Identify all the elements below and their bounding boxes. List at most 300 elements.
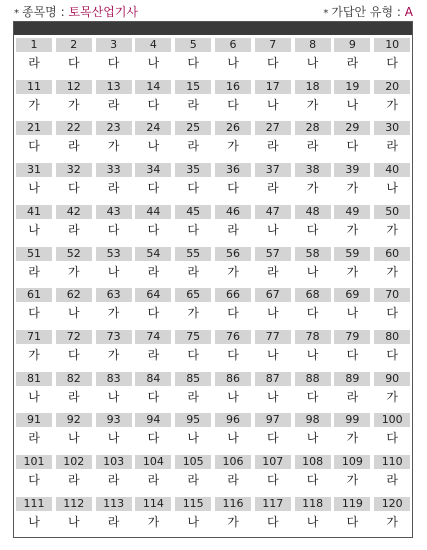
question-number: 15 (175, 80, 211, 94)
answer-choice: 라 (306, 139, 319, 154)
answer-cell (293, 372, 332, 412)
answer-choice: 다 (147, 97, 160, 112)
question-number: 116 (215, 497, 251, 511)
answer-choice: 가 (306, 97, 319, 112)
question-number: 78 (295, 330, 331, 344)
answer-choice: 나 (267, 347, 279, 362)
answer-sheet-header (0, 0, 427, 20)
answer-choice: 나 (227, 389, 239, 404)
question-number: 85 (175, 372, 211, 386)
answer-choice: 나 (107, 431, 120, 446)
question-number: 13 (96, 80, 132, 94)
question-number: 104 (135, 455, 171, 469)
answer-choice: 라 (187, 97, 199, 112)
answer-choice: 다 (68, 181, 80, 196)
answer-choice: 다 (147, 431, 160, 446)
answer-row (14, 80, 412, 120)
question-number: 81 (16, 372, 52, 386)
answer-cell (94, 163, 133, 203)
question-number: 32 (56, 163, 92, 177)
answer-choice: 다 (147, 306, 160, 321)
answer-cell (14, 330, 53, 370)
answer-cell (54, 163, 93, 203)
question-number: 31 (16, 163, 52, 177)
question-number: 80 (374, 330, 410, 344)
answer-cell (332, 163, 371, 203)
answer-cell (133, 38, 172, 78)
question-number: 120 (374, 497, 410, 511)
question-number: 23 (96, 121, 132, 135)
answer-choice: 나 (28, 389, 40, 404)
question-number: 63 (96, 288, 132, 302)
answer-choice: 가 (227, 139, 239, 154)
question-number: 5 (175, 38, 211, 52)
answer-choice: 가 (346, 431, 359, 446)
answer-choice: 다 (187, 56, 199, 70)
question-number: 68 (295, 288, 331, 302)
answer-cell (14, 205, 53, 245)
question-number: 106 (215, 455, 251, 469)
answer-table-panel (13, 21, 413, 538)
answer-choice: 가 (187, 306, 199, 321)
answer-cell (54, 455, 93, 495)
answer-cell (253, 205, 292, 245)
answer-cell (293, 247, 332, 287)
question-number: 105 (175, 455, 211, 469)
question-number: 58 (295, 247, 331, 261)
question-number: 33 (96, 163, 132, 177)
answer-choice: 가 (346, 181, 359, 196)
answer-cell (54, 288, 93, 328)
answer-cell (293, 80, 332, 120)
answer-row (14, 497, 412, 537)
answer-choice: 라 (267, 264, 279, 279)
question-number: 89 (334, 372, 370, 386)
question-number: 73 (96, 330, 132, 344)
answer-choice: 다 (187, 181, 199, 196)
answer-cell (332, 247, 371, 287)
answer-choice: 가 (346, 264, 359, 279)
question-number: 110 (374, 455, 410, 469)
question-number: 29 (334, 121, 370, 135)
answer-cell (14, 121, 53, 161)
answer-cell (253, 497, 292, 537)
question-number: 19 (334, 80, 370, 94)
answer-choice: 나 (147, 139, 160, 154)
answer-cell (332, 330, 371, 370)
question-number: 98 (295, 413, 331, 427)
answer-cell (213, 121, 252, 161)
question-number: 51 (16, 247, 52, 261)
answer-choice: 다 (386, 56, 398, 70)
answer-choice: 라 (386, 473, 398, 487)
answer-choice: 가 (28, 347, 40, 362)
answer-cell (54, 497, 93, 537)
answer-cell (173, 121, 212, 161)
answer-cell (332, 288, 371, 328)
question-number: 21 (16, 121, 52, 135)
answer-choice: 나 (306, 264, 319, 279)
answer-choice: 다 (267, 473, 279, 487)
answer-choice: 다 (267, 514, 279, 529)
question-number: 107 (255, 455, 291, 469)
answer-cell (133, 163, 172, 203)
question-number: 70 (374, 288, 410, 302)
question-number: 99 (334, 413, 370, 427)
answer-choice: 다 (227, 97, 239, 112)
answer-cell (133, 80, 172, 120)
answer-choice: 라 (267, 181, 279, 196)
answer-choice: 다 (28, 473, 40, 487)
question-number: 84 (135, 372, 171, 386)
answer-row (14, 247, 412, 287)
question-number: 14 (135, 80, 171, 94)
answer-cell (332, 372, 371, 412)
answer-choice: 다 (386, 431, 398, 446)
answer-cell (332, 413, 371, 453)
question-number: 36 (215, 163, 251, 177)
answer-cell (293, 38, 332, 78)
answer-cell (14, 372, 53, 412)
answer-cell (293, 330, 332, 370)
question-number: 111 (16, 497, 52, 511)
question-number: 12 (56, 80, 92, 94)
answer-cell (253, 80, 292, 120)
question-number: 16 (215, 80, 251, 94)
question-number: 79 (334, 330, 370, 344)
answer-cell (372, 372, 411, 412)
answer-cell (253, 372, 292, 412)
answer-cell (293, 413, 332, 453)
answer-choice: 나 (346, 97, 359, 112)
answer-cell (213, 497, 252, 537)
answer-choice: 가 (227, 514, 239, 529)
answer-choice: 가 (386, 389, 398, 404)
answer-cell (372, 497, 411, 537)
answer-cell (293, 497, 332, 537)
answer-choice: 가 (68, 264, 80, 279)
question-number: 72 (56, 330, 92, 344)
question-number: 40 (374, 163, 410, 177)
answer-choice: 다 (386, 306, 398, 321)
answer-choice: 다 (28, 139, 40, 154)
answer-choice: 나 (68, 306, 80, 321)
answer-choice: 나 (267, 97, 279, 112)
question-number: 94 (135, 413, 171, 427)
answer-cell (253, 288, 292, 328)
answer-choice: 다 (306, 222, 319, 237)
question-number: 76 (215, 330, 251, 344)
answer-cell (133, 413, 172, 453)
answer-choice: 라 (107, 181, 120, 196)
question-number: 2 (56, 38, 92, 52)
answer-cell (213, 288, 252, 328)
answer-choice: 가 (386, 514, 398, 529)
answer-choice: 라 (346, 389, 359, 404)
answer-cell (173, 38, 212, 78)
question-number: 66 (215, 288, 251, 302)
answer-choice: 라 (346, 56, 359, 70)
answer-choice: 다 (187, 222, 199, 237)
answer-choice: 라 (187, 473, 199, 487)
answer-choice: 다 (227, 306, 239, 321)
answer-choice: 다 (147, 222, 160, 237)
question-number: 82 (56, 372, 92, 386)
answer-cell (173, 413, 212, 453)
answer-choice: 가 (147, 514, 160, 529)
answer-cell (54, 247, 93, 287)
answer-choice: 가 (346, 473, 359, 487)
question-number: 30 (374, 121, 410, 135)
answer-cell (54, 372, 93, 412)
answer-choice: 라 (147, 264, 160, 279)
question-number: 37 (255, 163, 291, 177)
answer-cell (14, 455, 53, 495)
answer-choice: 나 (306, 56, 319, 70)
answer-cell (173, 455, 212, 495)
answer-cell (14, 247, 53, 287)
answer-choice: 가 (28, 97, 40, 112)
question-number: 113 (96, 497, 132, 511)
answer-row (14, 372, 412, 412)
answer-choice: 나 (346, 306, 359, 321)
answer-choice: 라 (386, 139, 398, 154)
question-number: 109 (334, 455, 370, 469)
answer-choice: 다 (306, 389, 319, 404)
question-number: 11 (16, 80, 52, 94)
answer-choice: 라 (28, 56, 40, 70)
answer-cell (94, 38, 133, 78)
question-number: 6 (215, 38, 251, 52)
answer-choice: 다 (227, 181, 239, 196)
question-number: 83 (96, 372, 132, 386)
question-number: 100 (374, 413, 410, 427)
question-number: 52 (56, 247, 92, 261)
question-number: 108 (295, 455, 331, 469)
question-number: 65 (175, 288, 211, 302)
question-number: 60 (374, 247, 410, 261)
answer-choice: 다 (107, 222, 120, 237)
answer-choice: 라 (147, 473, 160, 487)
question-number: 59 (334, 247, 370, 261)
answer-cell (173, 205, 212, 245)
question-number: 64 (135, 288, 171, 302)
answer-cell (133, 330, 172, 370)
question-number: 102 (56, 455, 92, 469)
answer-cell (14, 288, 53, 328)
question-number: 92 (56, 413, 92, 427)
answer-choice: 나 (28, 181, 40, 196)
question-number: 55 (175, 247, 211, 261)
answer-choice: 나 (107, 389, 120, 404)
table-top-bar (14, 22, 412, 35)
question-number: 117 (255, 497, 291, 511)
question-number: 8 (295, 38, 331, 52)
answer-cell (293, 121, 332, 161)
answer-cell (94, 413, 133, 453)
answer-cell (173, 372, 212, 412)
question-number: 25 (175, 121, 211, 135)
answer-cell (253, 163, 292, 203)
answer-cell (94, 121, 133, 161)
answer-choice: 가 (227, 264, 239, 279)
answer-choice: 다 (267, 431, 279, 446)
answer-cell (293, 288, 332, 328)
answer-cell (54, 413, 93, 453)
question-number: 56 (215, 247, 251, 261)
question-number: 4 (135, 38, 171, 52)
answer-choice: 라 (28, 431, 40, 446)
answer-cell (293, 163, 332, 203)
answer-choice: 라 (187, 139, 199, 154)
answer-choice: 다 (346, 514, 359, 529)
answer-cell (133, 372, 172, 412)
question-number: 28 (295, 121, 331, 135)
answer-choice: 가 (346, 222, 359, 237)
question-number: 20 (374, 80, 410, 94)
answer-choice: 가 (306, 181, 319, 196)
answer-row (14, 121, 412, 161)
answer-choice: 라 (68, 222, 80, 237)
question-number: 103 (96, 455, 132, 469)
question-number: 9 (334, 38, 370, 52)
question-number: 7 (255, 38, 291, 52)
answer-cell (133, 497, 172, 537)
answer-choice: 가 (107, 306, 120, 321)
question-number: 96 (215, 413, 251, 427)
answer-cell (54, 121, 93, 161)
answer-choice: 나 (267, 306, 279, 321)
answer-cell (293, 205, 332, 245)
answer-choice: 다 (346, 347, 359, 362)
bullet-star-icon: * (14, 8, 19, 19)
answer-choice: 라 (68, 389, 80, 404)
answer-cell (372, 455, 411, 495)
answer-cell (253, 38, 292, 78)
question-number: 22 (56, 121, 92, 135)
answer-cell (54, 38, 93, 78)
answer-choice: 다 (306, 473, 319, 487)
answer-choice: 나 (187, 431, 199, 446)
answer-choice: 라 (147, 347, 160, 362)
answer-row (14, 163, 412, 203)
answer-row (14, 413, 412, 453)
answer-cell (253, 330, 292, 370)
question-number: 17 (255, 80, 291, 94)
answer-choice: 다 (147, 181, 160, 196)
answer-cell (94, 455, 133, 495)
answer-cell (332, 38, 371, 78)
answer-cell (372, 330, 411, 370)
question-number: 46 (215, 205, 251, 219)
question-number: 69 (334, 288, 370, 302)
answer-choice: 나 (187, 514, 199, 529)
answer-cell (14, 413, 53, 453)
answer-choice: 가 (107, 347, 120, 362)
answer-choice: 다 (68, 347, 80, 362)
question-number: 35 (175, 163, 211, 177)
answer-choice: 다 (306, 306, 319, 321)
question-number: 112 (56, 497, 92, 511)
answer-choice: 라 (68, 139, 80, 154)
answer-cell (94, 205, 133, 245)
answer-cell (14, 38, 53, 78)
answer-choice: 라 (267, 139, 279, 154)
question-number: 42 (56, 205, 92, 219)
answer-choice: 가 (107, 139, 120, 154)
question-number: 1 (16, 38, 52, 52)
answer-cell (372, 80, 411, 120)
question-number: 18 (295, 80, 331, 94)
question-number: 97 (255, 413, 291, 427)
question-number: 75 (175, 330, 211, 344)
question-number: 27 (255, 121, 291, 135)
answer-choice: 다 (346, 139, 359, 154)
answer-cell (94, 247, 133, 287)
answer-cell (94, 288, 133, 328)
question-number: 49 (334, 205, 370, 219)
question-number: 38 (295, 163, 331, 177)
question-number: 24 (135, 121, 171, 135)
answer-cell (54, 330, 93, 370)
question-number: 95 (175, 413, 211, 427)
answer-choice: 나 (227, 56, 239, 70)
answer-cell (253, 455, 292, 495)
answer-choice: 다 (187, 347, 199, 362)
answer-choice: 나 (267, 389, 279, 404)
answer-choice: 나 (227, 431, 239, 446)
answer-cell (94, 330, 133, 370)
answer-cell (173, 288, 212, 328)
answer-cell (213, 413, 252, 453)
answer-cell (372, 288, 411, 328)
question-number: 39 (334, 163, 370, 177)
answer-choice: 나 (107, 264, 120, 279)
question-number: 34 (135, 163, 171, 177)
question-number: 47 (255, 205, 291, 219)
answer-cell (372, 413, 411, 453)
answer-cell (133, 121, 172, 161)
answer-cell (14, 497, 53, 537)
question-number: 93 (96, 413, 132, 427)
question-number: 50 (374, 205, 410, 219)
answer-choice: 가 (386, 97, 398, 112)
question-number: 101 (16, 455, 52, 469)
answer-cell (213, 80, 252, 120)
answer-cell (372, 205, 411, 245)
answer-choice: 라 (107, 514, 120, 529)
question-number: 90 (374, 372, 410, 386)
answer-cell (94, 80, 133, 120)
question-number: 43 (96, 205, 132, 219)
answer-choice: 라 (107, 473, 120, 487)
question-number: 61 (16, 288, 52, 302)
answer-row (14, 38, 412, 78)
answer-choice: 나 (386, 181, 398, 196)
answer-cell (213, 38, 252, 78)
answer-cell (173, 163, 212, 203)
answer-choice: 다 (28, 306, 40, 321)
answer-cell (213, 330, 252, 370)
answer-choice: 나 (68, 514, 80, 529)
subject-label: 종목명 : (22, 5, 65, 19)
answer-choice: 나 (306, 347, 319, 362)
answer-choice: 나 (267, 222, 279, 237)
question-number: 77 (255, 330, 291, 344)
answer-cell (14, 80, 53, 120)
answer-cell (332, 455, 371, 495)
answer-type-info (323, 3, 413, 20)
